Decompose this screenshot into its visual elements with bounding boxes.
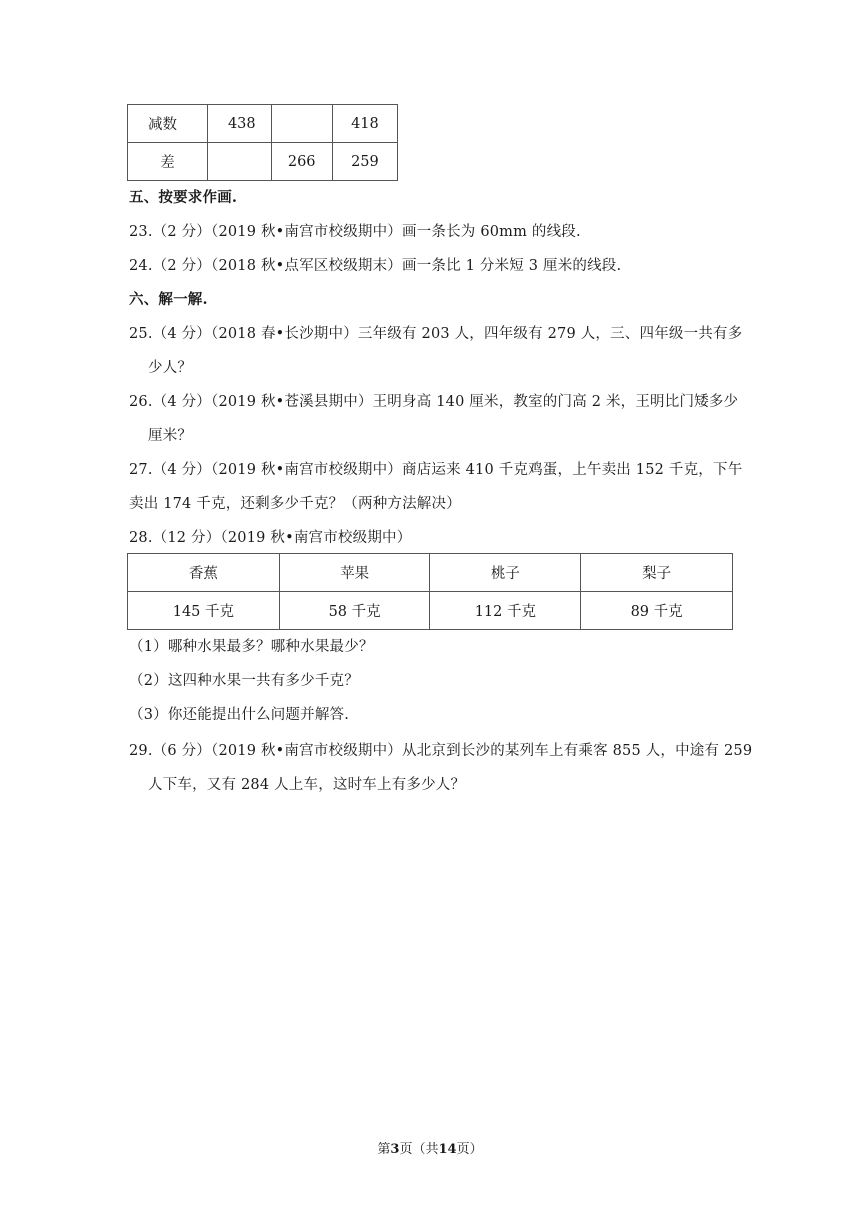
- table-cell: 418: [332, 105, 397, 143]
- question-26-line1: 26.（4 分）（2019 秋•苍溪县期中）王明身高 140 厘米，教室的门高 2 米，王明比门矮多少: [129, 394, 739, 410]
- question-23: 23.（2 分）（2019 秋•南宫市校级期中）画一条长为 60mm 的线段.: [129, 224, 581, 240]
- page-footer: [0, 1138, 860, 1157]
- fruit-value: 112 千克: [430, 592, 581, 630]
- question-26-line2: 厘米？: [148, 428, 193, 444]
- table-cell: 438: [207, 105, 271, 143]
- question-28-sub2: （2）这四种水果一共有多少千克？: [129, 673, 359, 689]
- question-27-line1: 27.（4 分）（2019 秋•南宫市校级期中）商店运来 410 千克鸡蛋，上午卖出 152 千克，下午: [129, 462, 743, 478]
- fruit-header: 香蕉: [128, 554, 280, 592]
- table-cell: [207, 143, 271, 181]
- subtraction-table: [127, 104, 398, 181]
- table-cell: 266: [271, 143, 332, 181]
- question-28: 28.（12 分）（2019 秋•南宫市校级期中）: [129, 530, 412, 546]
- section-five-heading: 五、按要求作画.: [129, 189, 238, 206]
- section-six-heading: 六、解一解.: [129, 291, 208, 308]
- fruit-table: [127, 553, 733, 630]
- question-28-sub1: （1）哪种水果最多？哪种水果最少？: [129, 639, 374, 655]
- question-25-line2: 少人？: [148, 360, 193, 376]
- table-cell: 减数: [128, 105, 208, 143]
- fruit-value: 145 千克: [128, 592, 280, 630]
- fruit-value: 58 千克: [279, 592, 430, 630]
- table-cell: 差: [128, 143, 208, 181]
- table-cell: [271, 105, 332, 143]
- fruit-value: 89 千克: [581, 592, 733, 630]
- question-28-sub3: （3）你还能提出什么问题并解答.: [129, 707, 350, 723]
- fruit-header: 梨子: [581, 554, 733, 592]
- footer-mid: 页（共: [399, 1142, 439, 1157]
- fruit-header: 桃子: [430, 554, 581, 592]
- footer-page-number: 3: [390, 1142, 400, 1157]
- question-29-line2: 人下车，又有 284 人上车，这时车上有多少人？: [148, 777, 466, 793]
- question-25-line1: 25.（4 分）（2018 春•长沙期中）三年级有 203 人，四年级有 279 人，三、四年级一共有多: [129, 326, 743, 342]
- question-29-line1: 29.（6 分）（2019 秋•南宫市校级期中）从北京到长沙的某列车上有乘客 855 人，中途有 259: [129, 743, 753, 759]
- footer-suffix: 页）: [456, 1142, 483, 1157]
- footer-total-pages: 14: [438, 1142, 457, 1157]
- table-cell: 259: [332, 143, 397, 181]
- question-24: 24.（2 分）（2018 秋•点军区校级期末）画一条比 1 分米短 3 厘米的线段.: [129, 258, 622, 274]
- fruit-header: 苹果: [279, 554, 430, 592]
- footer-prefix: 第: [377, 1142, 391, 1157]
- question-27-line2: 卖出 174 千克，还剩多少千克？（两种方法解决）: [129, 496, 461, 512]
